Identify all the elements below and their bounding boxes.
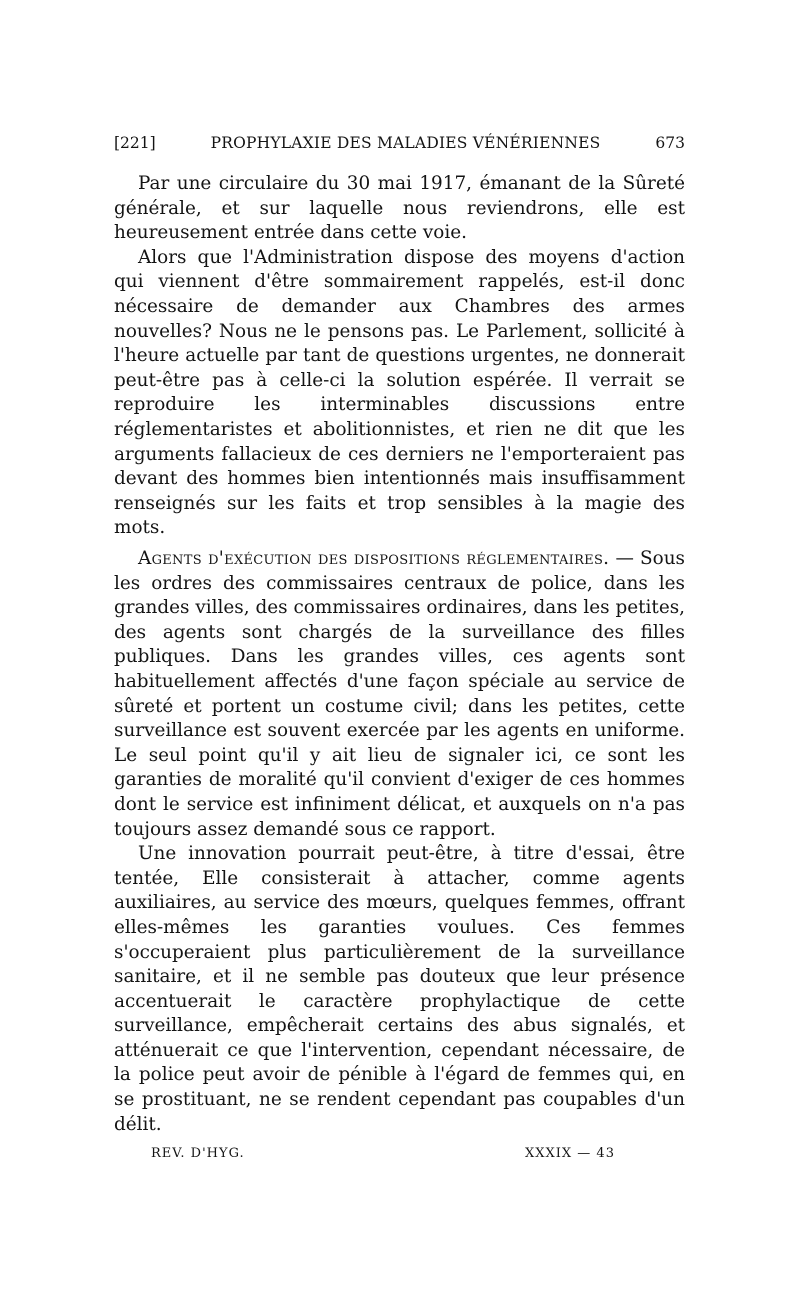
section-agents	[114, 547, 685, 1137]
paragraph-agents	[114, 547, 685, 842]
sheet-signature: XXXIX — 43	[525, 1146, 615, 1161]
running-title: PROPHYLAXIE DES MALADIES VÉNÉRIENNES	[210, 134, 601, 152]
section-heading: Agents d'exécution des dispositions réglementaires. —	[138, 548, 635, 569]
page-number: 673	[655, 134, 685, 152]
section-number: [221]	[114, 134, 156, 152]
journal-signature: REV. D'HYG.	[151, 1146, 245, 1161]
paragraph-administration: Alors que l'Administration dispose des moyens d'action qui viennent d'être sommairement rappelés, est-il donc nécessaire de demander aux Chambres des armes nouvelles? Nous ne le pensons pas. Le Parlement, sollicité à l'heure actuelle par tant de questions urgentes, ne donnerait peut-être pas à celle-ci la solution espérée. Il verrait se reproduire les interminables discussions entre réglementaristes et abolitionnistes, et rien ne dit que les arguments fallacieux de ces derniers ne l'emporteraient pas devant des hommes bien intentionnés mais insuffisamment renseignés sur les faits et trop sensibles à la magie des mots.	[114, 246, 685, 539]
opening-text	[114, 172, 685, 541]
paragraph-innovation: Une innovation pourrait peut-être, à titre d'essai, être tentée, Elle consisterait à attacher, comme agents auxiliaires, au service des mœurs, quelques femmes, offrant elles-mêmes les garanties voulues. Ces femmes s'occuperaient plus particulièrement de la surveillance sanitaire, et il ne semble pas douteux que leur présence accentuerait le caractère prophylactique de cette surveillance, empêcherait certains des abus signalés, et atténuerait ce que l'intervention, cependant nécessaire, de la police peut avoir de pénible à l'égard de femmes qui, en se prostituant, ne se rendent cependant pas coupables d'un délit.	[114, 843, 685, 1135]
section-heading-body: Sous les ordres des commissaires centraux de police, dans les grandes villes, des commissaires ordinaires, dans les petites, des agents sont chargés de la surveillance des filles publiques. Dans les grandes villes, ces agents sont habituellement affectés d'une façon spéciale au service de sûreté et portent un costume civil; dans les petites, cette surveillance est souvent exercée par les agents en uniforme. Le seul point qu'il y ait lieu de signaler ici, ce sont les garanties de moralité qu'il convient d'exiger de ces hommes dont le service est infiniment délicat, et auxquels on n'a pas toujours assez demandé sous ce rapport.	[114, 548, 685, 840]
running-head	[114, 134, 685, 156]
paragraph-circulaire: Par une circulaire du 30 mai 1917, émanant de la Sûreté générale, et sur laquelle nous reviendrons, elle est heureusement entrée dans cette voie.	[114, 173, 685, 244]
